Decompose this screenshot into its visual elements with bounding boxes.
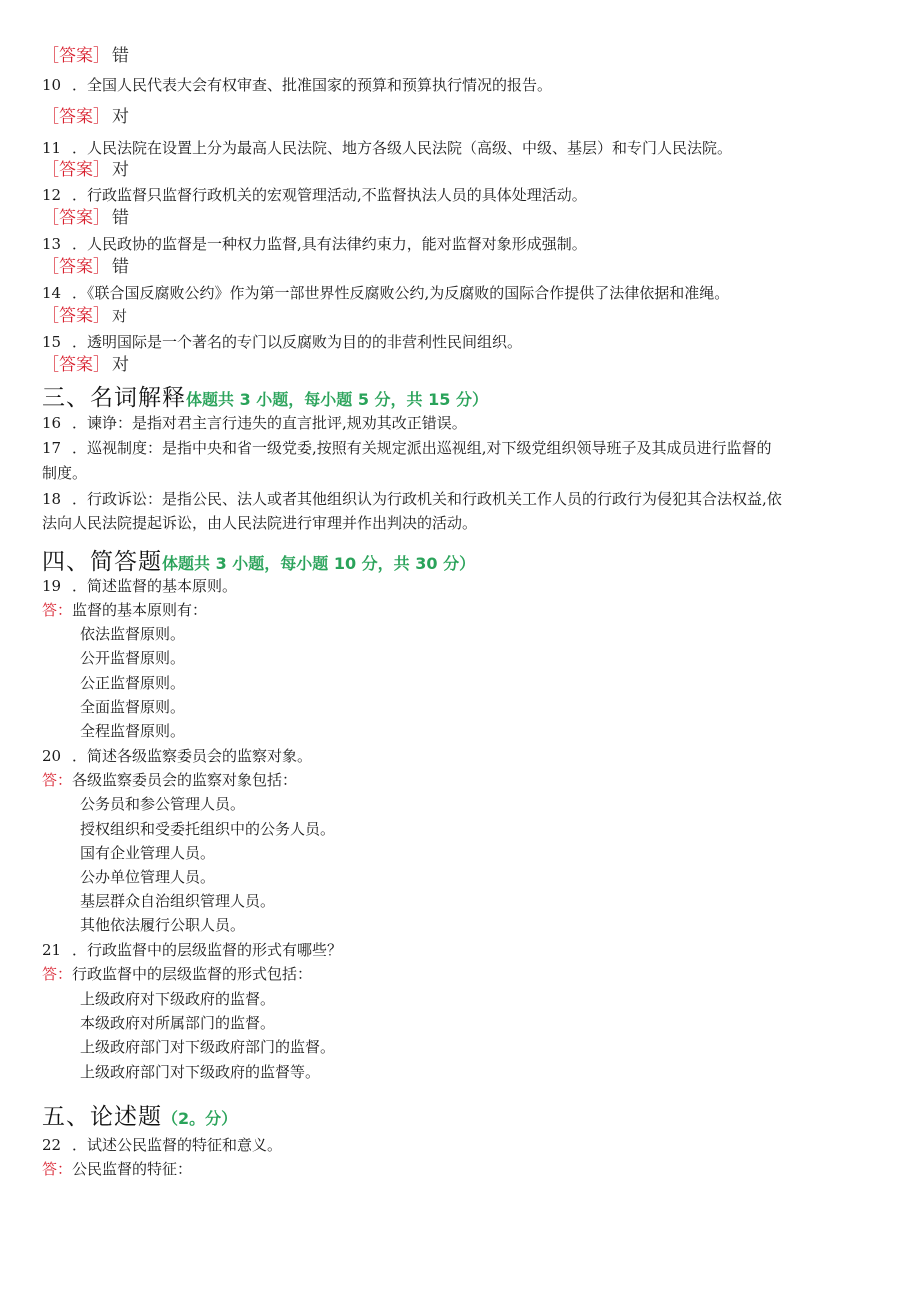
question-text: ．行政诉讼：是指公民、法人或者其他组织认为行政机关和行政机关工作人员的行政行为侵犯其合法权益,依	[72, 490, 782, 508]
answer-label: ［答案］	[42, 107, 110, 127]
question-12	[42, 184, 587, 206]
answer-line	[42, 106, 129, 128]
question-number: 18	[42, 490, 62, 508]
answer-point: 本级政府对所属部门的监督。	[80, 1014, 276, 1032]
answer-label: ［答案］	[42, 257, 110, 277]
section-heading-3	[42, 379, 488, 412]
answer-value: 错	[112, 208, 129, 228]
section-subtitle: 体题共 3 小题，每小题 5 分，共 15 分）	[186, 390, 488, 409]
question-number: 13	[42, 235, 62, 253]
answer-point: 上级政府部门对下级政府的监督等。	[80, 1063, 321, 1081]
question-number: 21	[42, 941, 62, 959]
section-subtitle: 体题共 3 小题，每小题 10 分，共 30 分）	[162, 554, 476, 573]
answer-line	[42, 45, 129, 67]
question-text: ．谏诤：是指对君主言行违失的直言批评,规劝其改正错误。	[72, 414, 467, 432]
answer-point: 公正监督原则。	[80, 674, 186, 692]
answer-text: 各级监察委员会的监察对象包括：	[72, 771, 298, 789]
question-text: ．人民政协的监督是一种权力监督,具有法律约束力，能对监督对象形成强制。	[72, 235, 587, 253]
answer-line	[42, 159, 129, 181]
answer-line	[42, 256, 129, 278]
answer-label: ［答案］	[42, 306, 110, 326]
answer-line	[42, 305, 127, 327]
question-text: ．行政监督只监督行政机关的宏观管理活动,不监督执法人员的具体处理活动。	[72, 186, 587, 204]
question-number: 19	[42, 577, 62, 595]
answer-value: 错	[112, 46, 129, 66]
section-title: 四、简答题	[42, 549, 162, 575]
answer-point: 国有企业管理人员。	[80, 844, 216, 862]
question-16	[42, 412, 467, 434]
answer-point: 公务员和参公管理人员。	[80, 795, 246, 813]
answer-label: ［答案］	[42, 160, 110, 180]
question-number: 14	[42, 284, 62, 302]
answer-text: 公民监督的特征：	[72, 1160, 193, 1178]
answer-value: 对	[112, 307, 128, 325]
question-number: 16	[42, 414, 62, 432]
da-label: 答：	[42, 601, 73, 619]
answer-intro	[42, 769, 297, 791]
question-14	[42, 282, 729, 304]
question-text: ．简述监督的基本原则。	[72, 577, 238, 595]
question-21	[42, 939, 342, 961]
section-heading-4	[42, 543, 475, 576]
question-number: 22	[42, 1136, 62, 1154]
section-subtitle: （2。分）	[162, 1109, 238, 1128]
question-18-continuation: 法向人民法院提起诉讼，由人民法院进行审理并作出判决的活动。	[42, 514, 478, 532]
answer-point: 依法监督原则。	[80, 625, 186, 643]
section-title: 五、论述题	[42, 1104, 162, 1130]
answer-point: 其他依法履行公职人员。	[80, 916, 246, 934]
answer-line	[42, 207, 129, 229]
answer-point: 基层群众自治组织管理人员。	[80, 892, 276, 910]
question-number: 15	[42, 333, 62, 351]
answer-value: 错	[112, 257, 129, 277]
answer-value: 对	[112, 355, 129, 375]
question-number: 17	[42, 439, 62, 457]
section-heading-5	[42, 1098, 237, 1131]
answer-intro	[42, 963, 312, 985]
da-label: 答：	[42, 965, 73, 983]
question-text: ．全国人民代表大会有权审查、批准国家的预算和预算执行情况的报告。	[72, 76, 553, 94]
question-text: ．人民法院在设置上分为最高人民法院、地方各级人民法院（高级、中级、基层）和专门人民法院。	[72, 139, 733, 157]
answer-value: 对	[112, 160, 129, 180]
answer-point: 全程监督原则。	[80, 722, 186, 740]
question-text: ．试述公民监督的特征和意义。	[72, 1136, 283, 1154]
question-15	[42, 331, 522, 353]
question-19	[42, 575, 237, 597]
answer-label: ［答案］	[42, 355, 110, 375]
question-17	[42, 437, 772, 459]
answer-intro	[42, 599, 207, 621]
question-11	[42, 137, 732, 159]
question-text: ．《联合国反腐败公约》作为第一部世界性反腐败公约,为反腐败的国际合作提供了法律依据和准绳。	[72, 284, 730, 302]
answer-value: 对	[112, 107, 129, 127]
answer-text: 监督的基本原则有：	[72, 601, 208, 619]
question-text: ．巡视制度：是指中央和省一级党委,按照有关规定派出巡视组,对下级党组织领导班子及其成员进行监督的	[72, 439, 772, 457]
answer-point: 授权组织和受委托组织中的公务人员。	[80, 820, 336, 838]
question-text: ．透明国际是一个著名的专门以反腐败为目的的非营利性民间组织。	[72, 333, 523, 351]
answer-point: 上级政府对下级政府的监督。	[80, 990, 276, 1008]
question-13	[42, 233, 587, 255]
section-title: 三、名词解释	[42, 385, 186, 411]
answer-label: ［答案］	[42, 46, 110, 66]
question-number: 11	[42, 139, 62, 157]
question-10	[42, 74, 552, 96]
question-20	[42, 745, 312, 767]
question-text: ．行政监督中的层级监督的形式有哪些？	[72, 941, 343, 959]
question-text: ．简述各级监察委员会的监察对象。	[72, 747, 313, 765]
answer-line	[42, 354, 129, 376]
question-number: 10	[42, 76, 62, 94]
answer-point: 上级政府部门对下级政府部门的监督。	[80, 1038, 336, 1056]
question-number: 12	[42, 186, 62, 204]
answer-point: 全面监督原则。	[80, 698, 186, 716]
question-17-continuation: 制度。	[42, 464, 88, 482]
answer-label: ［答案］	[42, 208, 110, 228]
question-18	[42, 488, 782, 510]
question-number: 20	[42, 747, 62, 765]
da-label: 答：	[42, 1160, 73, 1178]
da-label: 答：	[42, 771, 73, 789]
answer-point: 公办单位管理人员。	[80, 868, 216, 886]
question-22	[42, 1134, 282, 1156]
answer-point: 公开监督原则。	[80, 649, 186, 667]
answer-text: 行政监督中的层级监督的形式包括：	[72, 965, 313, 983]
answer-intro	[42, 1158, 192, 1180]
